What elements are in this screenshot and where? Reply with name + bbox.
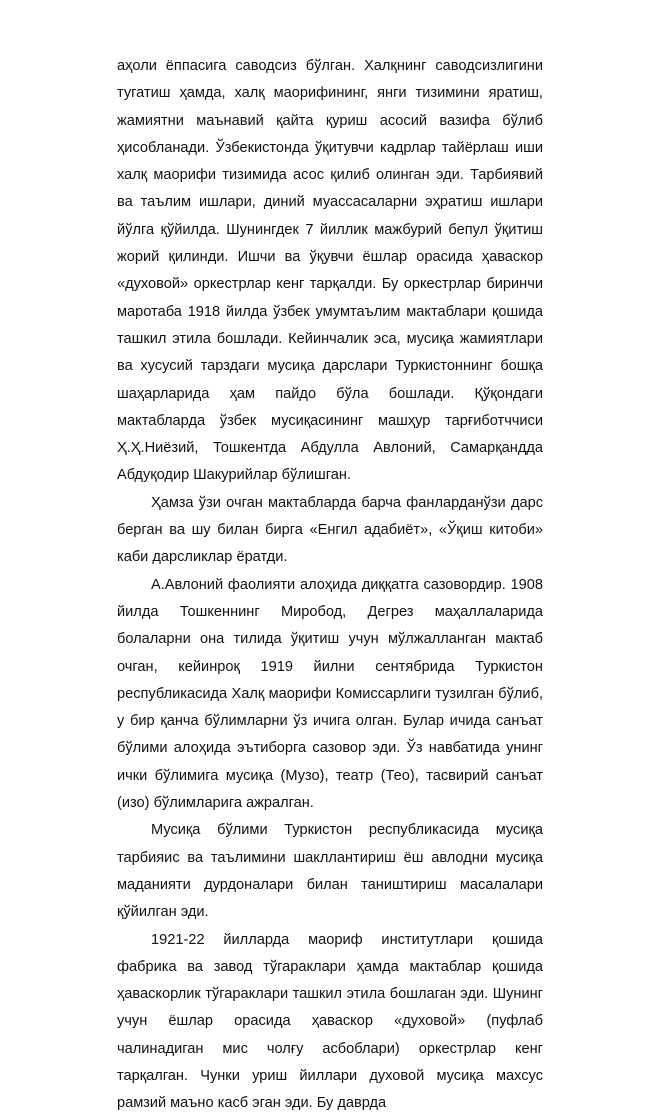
paragraph-1: аҳоли ёппасига саводсиз бўлган. Халқнинг саводсизлигини тугатиш ҳамда, халқ маорифининг, янги тизимини яратиш, жамиятни маънавий қайта қуриш асосий вазифа бўлиб ҳисобланади. Ўзбекистонда ўқитувчи кадрлар тайёрлаш иши халқ маорифи тизимида асос қилиб олинган эди. Тарбиявий ва таълим ишлари, диний муассасаларни эҳратиш ишлари йўлга қўйилда. Шунингдек 7 йиллик мажбурий бепул ўқитиш жорий қилинди. Ишчи ва ўқувчи ёшлар орасида ҳаваскор «духовой» оркестрлар кенг тарқалди. Бу оркестрлар биринчи маротаба 1918 йилда ўзбек умумтаълим мактаблари қошида ташкил этила бошлади. Кейинчалик эса, мусиқа жамиятлари ва хусусий тарздаги мусиқа дарслари Туркистоннинг бошқа шаҳарларида ҳам пайдо бўла бошлади. Қўқондаги мактабларда ўзбек мусиқасининг машҳур тарғиботччиси Ҳ.Ҳ.Ниёзий, Тошкентда Абдулла Авлоний, Самарқандда Абдуқодир Шакурийлар бўлишган.: [117, 58, 543, 484]
paragraph-3: А.Авлоний фаолияти алоҳида диққатга сазовордир. 1908 йилда Тошкеннинг Миробод, Дегрез маҳаллаларида болаларни она тилида ўқитиш учун мўлжалланган мактаб очган, кейинроқ 1919 йилни сентябрида Туркистон республикасида Халқ маорифи Комиссарлиги тузилган бўлиб, у бир қанча бўлимларни ўз ичига олган. Булар ичида санъат бўлими алоҳида эътиборга сазовор эди. Ўз навбатида унинг ички бўлимига мусиқа (Музо), театр (Тео), тасвирий санъат (изо) бўлимларига ажралган.: [117, 576, 543, 812]
document-page: [117, 53, 543, 1118]
paragraph-4: Мусиқа бўлими Туркистон республикасида мусиқа тарбияис ва таълимини шакллантириш ёш авлодни мусиқа маданияти дурдоналари билан таништириш масалалари қўйилган эди.: [117, 822, 543, 921]
paragraph-2: Ҳамза ўзи очган мактабларда барча фанларданўзи дарс берган ва шу билан бирга «Енгил адабиёт», «Ўқиш китоби» каби дарсликлар ёратди.: [117, 494, 543, 566]
paragraph-5: 1921-22 йилларда маориф институтлари қошида фабрика ва завод тўгараклари ҳамда мактаблар қошида ҳаваскорлик тўгараклари ташкил этила бошлаган эди. Шунинг учун ёшлар орасида ҳаваскор «духовой» (пуфлаб чалинадиган мис чолғу асбоблари) оркестрлар кенг тарқалган. Чунки уриш йиллари духовой мусиқа махсус рамзий маъно касб эган эди. Бу даврда: [117, 931, 543, 1112]
